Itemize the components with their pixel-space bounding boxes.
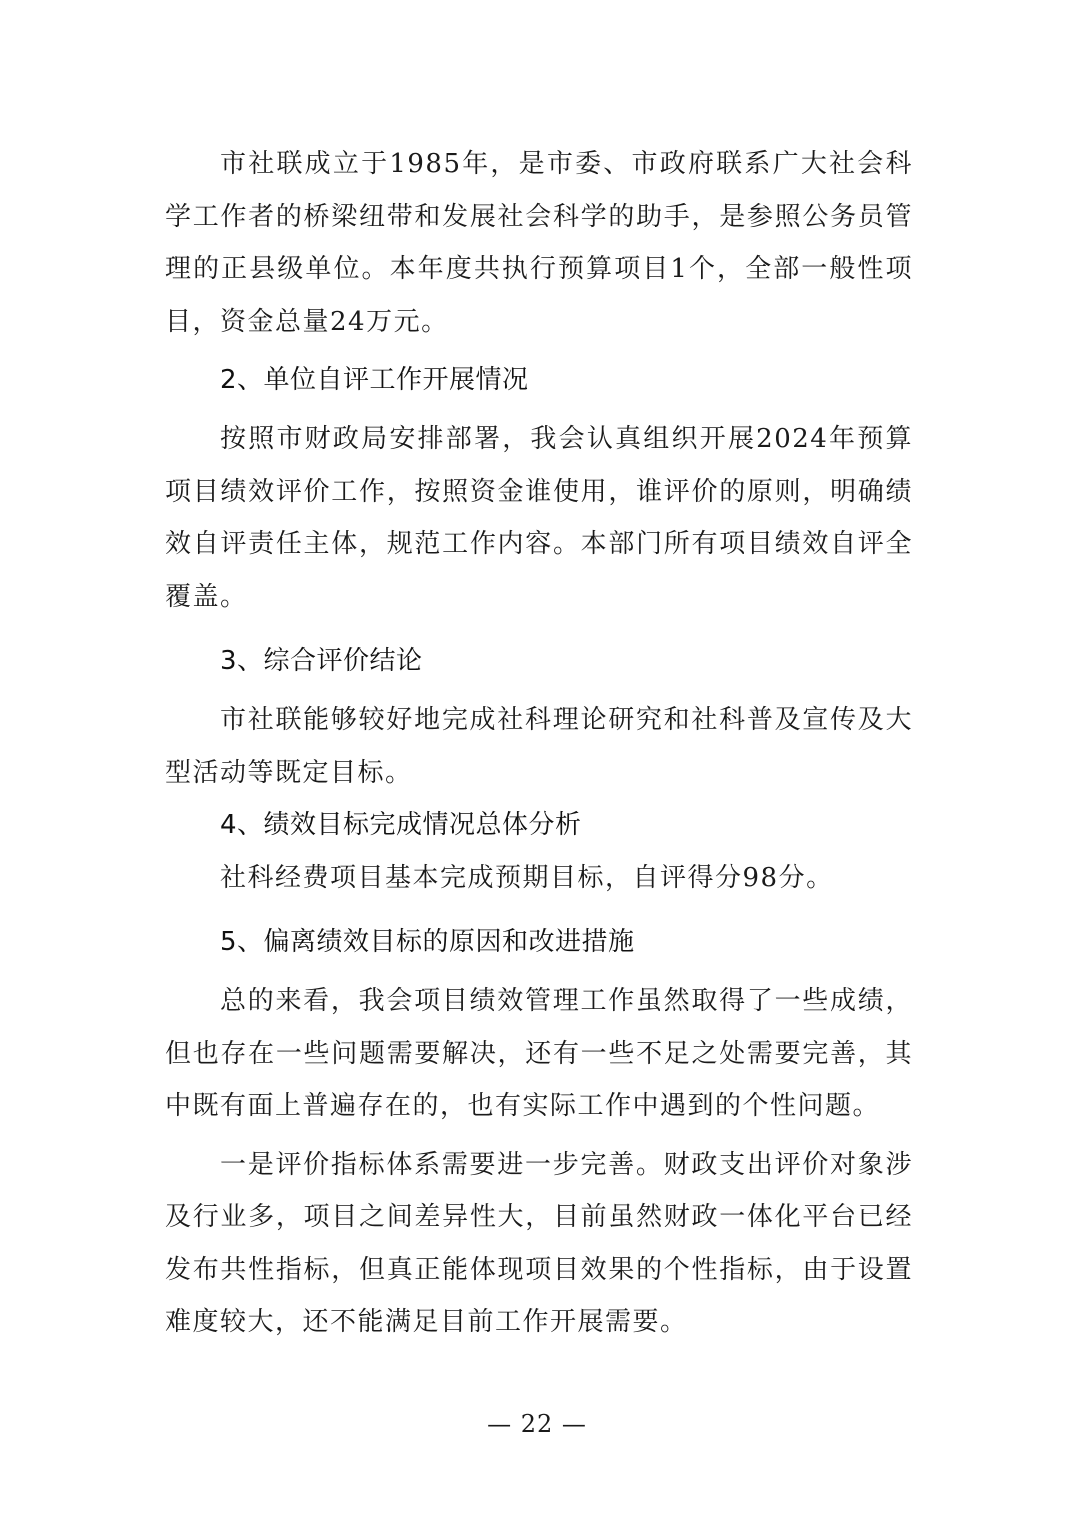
paragraph-intro: 市社联成立于1985年，是市委、市政府联系广大社会科学工作者的桥梁纽带和发展社会科学的助手，是参照公务员管理的正县级单位。本年度共执行预算项目1个，全部一般性项目，资金总量24万元。 xyxy=(165,149,913,337)
paragraph-goal-analysis: 社科经费项目基本完成预期目标，自评得分98分。 xyxy=(220,862,834,893)
paragraph-conclusion: 市社联能够较好地完成社科理论研究和社科普及宣传及大型活动等既定目标。 xyxy=(165,704,913,788)
paragraph-indicator-system: 一是评价指标体系需要进一步完善。财政支出评价对象涉及行业多，项目之间差异性大，目前虽然财政一体化平台已经发布共性指标，但真正能体现项目效果的个性指标，由于设置难度较大，还不能满足目前工作开展需要。 xyxy=(165,1149,913,1338)
paragraph-self-evaluation: 按照市财政局安排部署，我会认真组织开展2024年预算项目绩效评价工作，按照资金谁使用，谁评价的原则，明确绩效自评责任主体，规范工作内容。本部门所有项目绩效自评全覆盖。 xyxy=(165,423,913,612)
heading-conclusion: 3、综合评价结论 xyxy=(220,646,423,677)
heading-self-evaluation: 2、单位自评工作开展情况 xyxy=(220,365,529,396)
heading-goal-analysis: 4、绩效目标完成情况总体分析 xyxy=(220,810,582,841)
paragraph-deviation-summary: 总的来看，我会项目绩效管理工作虽然取得了一些成绩， 但也存在一些问题需要解决，还有一些不足之处需要完善，其中既有面上普遍存在的，也有实际工作中遇到的个性问题。 xyxy=(165,985,913,1122)
page-content xyxy=(165,138,913,1349)
heading-deviation-causes: 5、偏离绩效目标的原因和改进措施 xyxy=(220,927,635,958)
page-number: — 22 — xyxy=(487,1410,587,1438)
